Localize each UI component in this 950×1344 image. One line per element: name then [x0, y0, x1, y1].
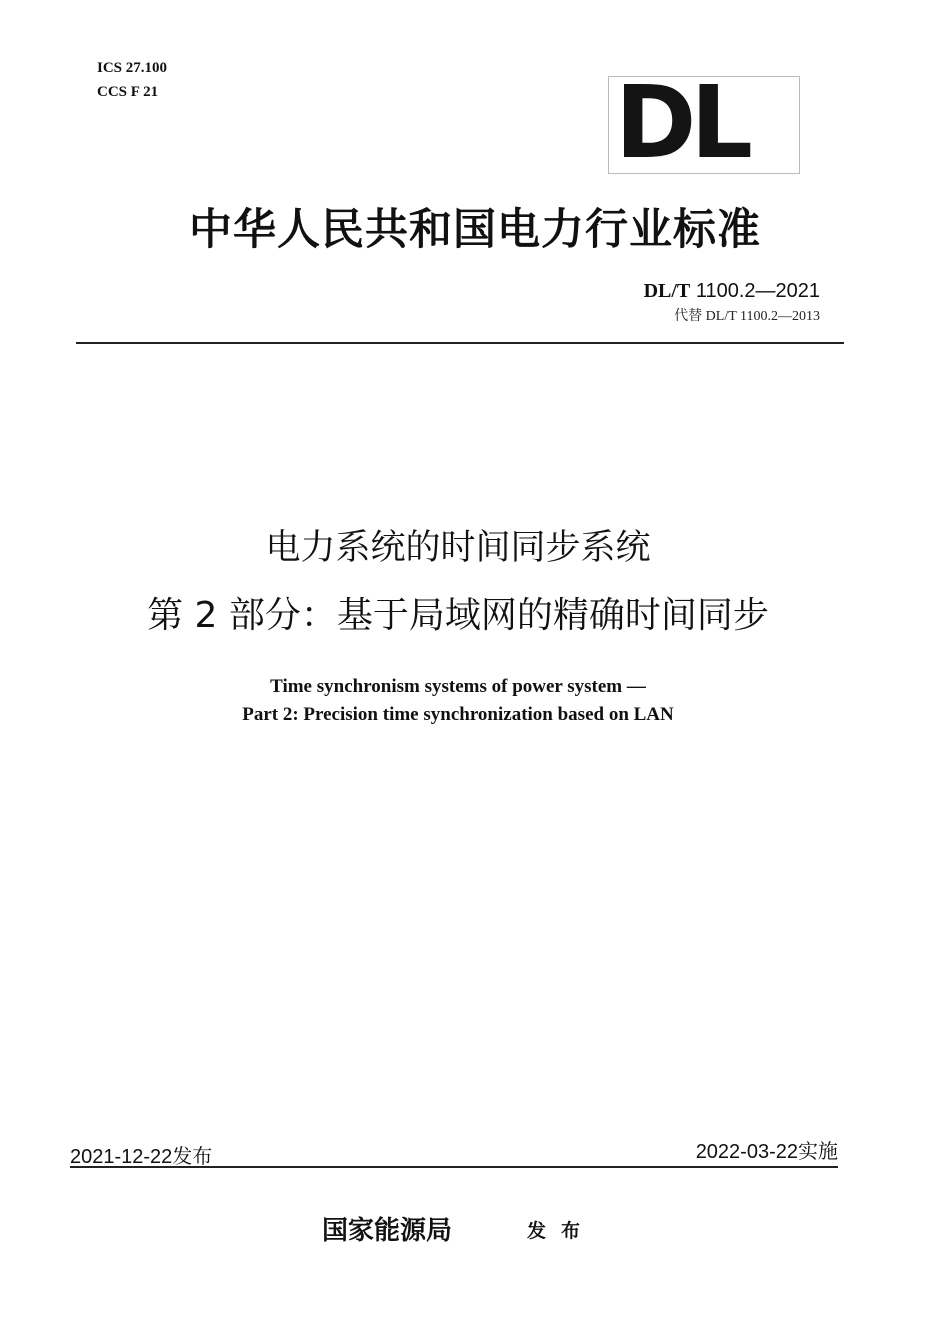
industry-standard-title: 中华人民共和国电力行业标准: [189, 205, 761, 255]
dl-logo: [608, 64, 800, 181]
title-en-line1: Time synchronism systems of power system —: [270, 676, 646, 697]
classification-codes: [97, 56, 167, 104]
ccs-code: CCS F 21: [97, 84, 159, 100]
standard-prefix: DL/T: [643, 280, 691, 302]
title-en-line2: Part 2: Precision time synchronization based on LAN: [242, 704, 674, 725]
standard-number: [644, 280, 820, 303]
footer-divider: [70, 1166, 838, 1168]
issuing-label: 发布: [527, 1220, 596, 1242]
title-cn-line2: 第 2 部分：基于局域网的精确时间同步: [147, 595, 769, 636]
issue-date: 2021-12-22发布: [70, 1146, 213, 1168]
issuing-authority: 国家能源局: [322, 1216, 453, 1246]
replaces-standard: 代替 DL/T 1100.2—2013: [674, 309, 820, 324]
standard-code: 1100.2—2021: [695, 280, 820, 302]
ics-code: ICS 27.100: [97, 60, 168, 76]
implementation-date: 2022-03-22实施: [695, 1141, 838, 1163]
dl-logo-text: DL: [615, 64, 748, 181]
header-divider: [76, 342, 844, 344]
title-cn-line1: 电力系统的时间同步系统: [265, 528, 651, 568]
